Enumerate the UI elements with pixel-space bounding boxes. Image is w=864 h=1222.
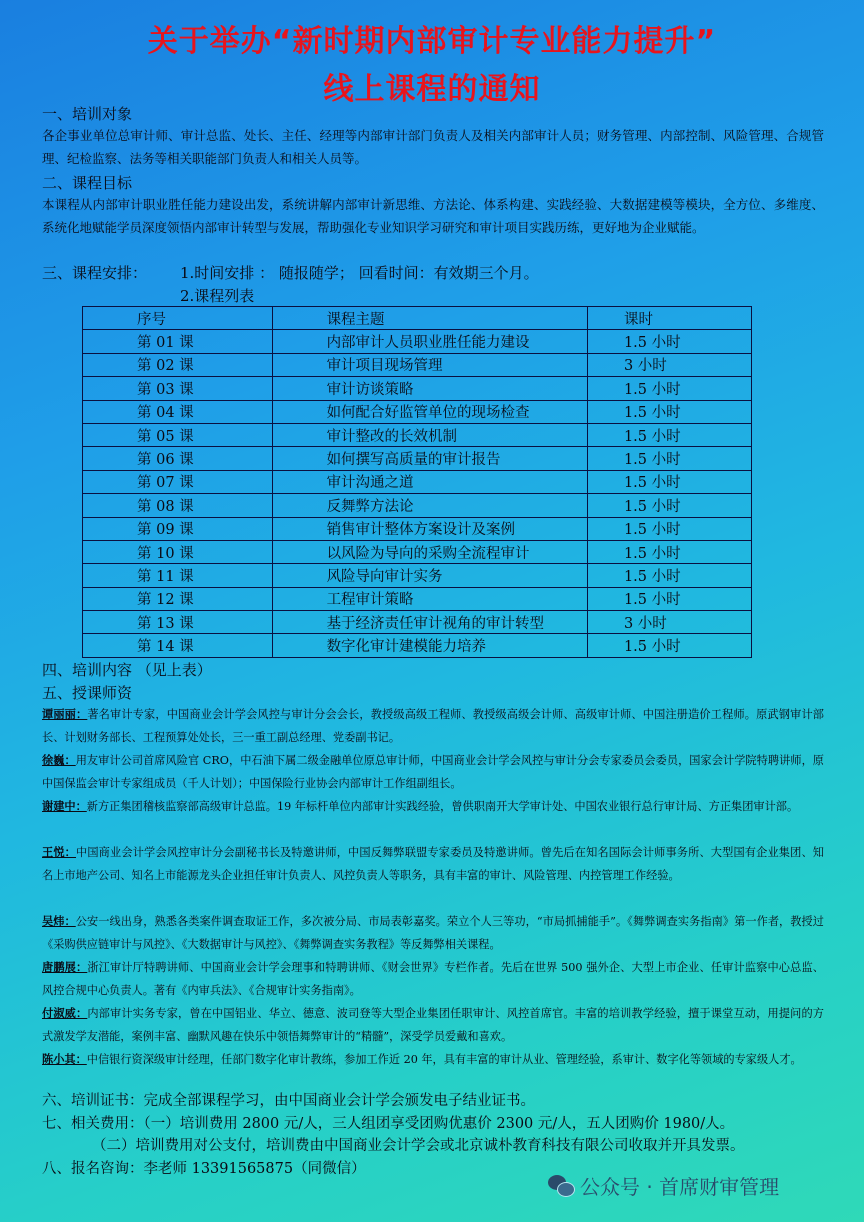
wechat-icon xyxy=(548,1175,574,1197)
teacher-name: 谢建中： xyxy=(42,799,87,813)
section-3-time: 1.时间安排 ： 随报随学； 回看时间：有效期三个月。 xyxy=(180,264,539,282)
course-hours: 1.5 小时 xyxy=(587,377,751,400)
section-6-heading: 六、培训证书 xyxy=(42,1093,129,1109)
section-3-list-label: 2.课程列表 xyxy=(180,287,255,305)
section-1-heading: 一、培训对象 xyxy=(42,105,133,123)
course-index: 第 13 课 xyxy=(83,611,273,634)
teacher-name: 陈小其： xyxy=(42,1052,87,1066)
header-index: 序号 xyxy=(83,307,273,330)
course-index: 第 11 课 xyxy=(83,564,273,587)
teacher-bio: 公安一线出身，熟悉各类案件调查取证工作，多次被分局、市局表彰嘉奖。荣立个人三等功，“市局抓捕能手”。《舞弊调查实务指南》第一作者，教授过《采购供应链审计与风控》、《大数据审计与风控》、《舞弊调查实务教程》等反舞弊相关课程。 xyxy=(42,915,824,951)
table-row xyxy=(83,423,752,446)
course-index: 第 14 课 xyxy=(83,634,273,657)
teacher-bio: 著名审计专家，中国商业会计学会风控与审计分会会长，教授级高级工程师、教授级高级会计师、高级审计师、中国注册造价工程师。原武钢审计部长、计划财务部长、工程预算处处长，三一重工副总经理、党委副书记。 xyxy=(42,708,824,744)
course-hours: 1.5 小时 xyxy=(587,400,751,423)
header-hours: 课时 xyxy=(587,307,751,330)
course-hours: 1.5 小时 xyxy=(587,634,751,657)
section-2-text: 本课程从内部审计职业胜任能力建设出发，系统讲解内部审计新思维、方法论、体系构建、实践经验、大数据建模等模块，全方位、多维度、系统化地赋能学员深度领悟内部审计转型与发展，帮助强化专业知识学习研究和审计项目实践历练，更好地为企业赋能。 xyxy=(42,197,824,235)
course-topic: 内部审计人员职业胜任能力建设 xyxy=(272,330,587,353)
course-table xyxy=(82,306,752,658)
section-7-text1: ：（一）培训费用 2800 元/人，三人组团享受团购优惠价 2300 元/人，五人团购价 1980/人。 xyxy=(129,1116,735,1132)
section-7-line xyxy=(42,1112,734,1133)
course-hours: 1.5 小时 xyxy=(587,423,751,446)
teacher-bio: 浙江审计厅特聘讲师、中国商业会计学会理事和特聘讲师、《财会世界》专栏作者。先后在世界 500 强外企、大型上市企业、任审计监察中心总监、风控合规中心负责人。著有《内审兵法》、《合规审计实务指南》。 xyxy=(42,961,824,997)
table-row xyxy=(83,330,752,353)
course-topic: 审计访谈策略 xyxy=(272,377,587,400)
table-row xyxy=(83,447,752,470)
header-topic: 课程主题 xyxy=(272,307,587,330)
teacher-entry xyxy=(42,749,824,795)
course-topic: 如何撰写高质量的审计报告 xyxy=(272,447,587,470)
notice-title-line1: 关于举办“新时期内部审计专业能力提升” xyxy=(147,24,717,59)
course-topic: 数字化审计建模能力培养 xyxy=(272,634,587,657)
course-index: 第 06 课 xyxy=(83,447,273,470)
course-topic: 基于经济责任审计视角的审计转型 xyxy=(272,611,587,634)
course-topic: 反舞弊方法论 xyxy=(272,494,587,517)
table-row xyxy=(83,634,752,657)
teacher-entry xyxy=(42,1002,824,1048)
section-3-heading: 三、课程安排： xyxy=(42,264,148,282)
course-hours: 3 小时 xyxy=(587,353,751,376)
course-topic: 审计沟通之道 xyxy=(272,470,587,493)
course-topic: 工程审计策略 xyxy=(272,587,587,610)
table-row xyxy=(83,564,752,587)
course-table-header xyxy=(83,307,752,330)
table-row xyxy=(83,353,752,376)
teacher-entry xyxy=(42,956,824,1002)
course-hours: 1.5 小时 xyxy=(587,330,751,353)
teacher-name: 付淑威： xyxy=(42,1006,88,1020)
section-4-heading: 四、培训内容 （见上表） xyxy=(42,661,212,679)
table-row xyxy=(83,517,752,540)
course-index: 第 04 课 xyxy=(83,400,273,423)
section-7-text2: （二）培训费用对公支付，培训费由中国商业会计学会或北京诚朴教育科技有限公司收取并开具发票。 xyxy=(92,1138,745,1154)
teacher-entry xyxy=(42,703,824,749)
section-8-heading: 八、报名咨询 xyxy=(42,1161,129,1177)
watermark-text: 公众号 · 首席财审管理 xyxy=(580,1175,780,1199)
table-row xyxy=(83,470,752,493)
table-row xyxy=(83,400,752,423)
course-topic: 如何配合好监管单位的现场检查 xyxy=(272,400,587,423)
section-5-heading: 五、授课师资 xyxy=(42,684,133,702)
course-topic: 风险导向审计实务 xyxy=(272,564,587,587)
teacher-entry xyxy=(42,1048,824,1071)
course-hours: 1.5 小时 xyxy=(587,447,751,470)
teacher-entry xyxy=(42,841,824,887)
course-topic: 销售审计整体方案设计及案例 xyxy=(272,517,587,540)
watermark xyxy=(548,1171,779,1200)
course-index: 第 01 课 xyxy=(83,330,273,353)
teacher-bio: 内部审计实务专家，曾在中国铝业、华立、德意、波司登等大型企业集团任职审计、风控首席官。丰富的培训教学经验，擅于课堂互动，用提问的方式激发学友潜能，案例丰富、幽默风趣在快乐中领悟舞弊审计的“精髓”，深受学员爱戴和喜欢。 xyxy=(42,1007,824,1043)
course-topic: 以风险为导向的采购全流程审计 xyxy=(272,540,587,563)
course-topic: 审计整改的长效机制 xyxy=(272,423,587,446)
section-6-line xyxy=(42,1089,535,1110)
teacher-name: 王悦： xyxy=(42,845,77,859)
course-hours: 3 小时 xyxy=(587,611,751,634)
section-8-text: ：李老师 13391565875（同微信） xyxy=(129,1161,366,1177)
teacher-name: 徐巍： xyxy=(42,753,76,767)
teacher-bio: 中信银行资深级审计经理，任部门数字化审计教练，参加工作近 20 年，具有丰富的审计从业、管理经验，系审计、数字化等领域的专家级人才。 xyxy=(86,1053,802,1066)
section-2-heading: 二、课程目标 xyxy=(42,174,133,192)
section-7-heading: 七、相关费用 xyxy=(42,1116,129,1132)
course-hours: 1.5 小时 xyxy=(587,587,751,610)
teacher-entry xyxy=(42,795,824,818)
table-row xyxy=(83,494,752,517)
course-hours: 1.5 小时 xyxy=(587,494,751,517)
table-row xyxy=(83,540,752,563)
course-index: 第 03 课 xyxy=(83,377,273,400)
section-8-line xyxy=(42,1157,366,1178)
section-1-text: 各企事业单位总审计师、审计总监、处长、主任、经理等内部审计部门负责人及相关内部审计人员；财务管理、内部控制、风险管理、合规管理、纪检监察、法务等相关职能部门负责人和相关人员等。 xyxy=(42,128,824,166)
course-index: 第 07 课 xyxy=(83,470,273,493)
course-index: 第 02 课 xyxy=(83,353,273,376)
course-hours: 1.5 小时 xyxy=(587,564,751,587)
course-index: 第 09 课 xyxy=(83,517,273,540)
course-hours: 1.5 小时 xyxy=(587,470,751,493)
section-6-text: ：完成全部课程学习，由中国商业会计学会颁发电子结业证书。 xyxy=(129,1093,535,1109)
table-row xyxy=(83,587,752,610)
table-row xyxy=(83,377,752,400)
teacher-name: 谭丽丽： xyxy=(42,707,88,721)
teacher-name: 唐鹏展： xyxy=(42,960,88,974)
teacher-bio: 中国商业会计学会风控审计分会副秘书长及特邀讲师，中国反舞弊联盟专家委员及特邀讲师。曾先后在知名国际会计师事务所、大型国有企业集团、知名上市地产公司、知名上市能源龙头企业担任审计负责人、风控负责人等职务，具有丰富的审计、风险管理、内控管理工作经验。 xyxy=(42,846,824,882)
notice-title-line2: 线上课程的通知 xyxy=(323,72,541,107)
course-hours: 1.5 小时 xyxy=(587,517,751,540)
table-row xyxy=(83,611,752,634)
course-hours: 1.5 小时 xyxy=(587,540,751,563)
course-index: 第 12 课 xyxy=(83,587,273,610)
course-index: 第 08 课 xyxy=(83,494,273,517)
teacher-name: 吴炜： xyxy=(42,914,76,928)
course-index: 第 05 课 xyxy=(83,423,273,446)
course-topic: 审计项目现场管理 xyxy=(272,353,587,376)
teacher-bio: 用友审计公司首席风险官 CRO，中石油下属二级金融单位原总审计师，中国商业会计学会风控与审计分会专家委员会委员，国家会计学院特聘讲师，原中国保监会审计专家组成员（千人计划）；中国保险行业协会内部审计工作组副组长。 xyxy=(42,754,824,790)
course-index: 第 10 课 xyxy=(83,540,273,563)
teacher-entry xyxy=(42,910,824,956)
teacher-bio: 新方正集团稽核监察部高级审计总监。19 年标杆单位内部审计实践经验，曾供职南开大学审计处、中国农业银行总行审计局、方正集团审计部。 xyxy=(86,800,799,813)
